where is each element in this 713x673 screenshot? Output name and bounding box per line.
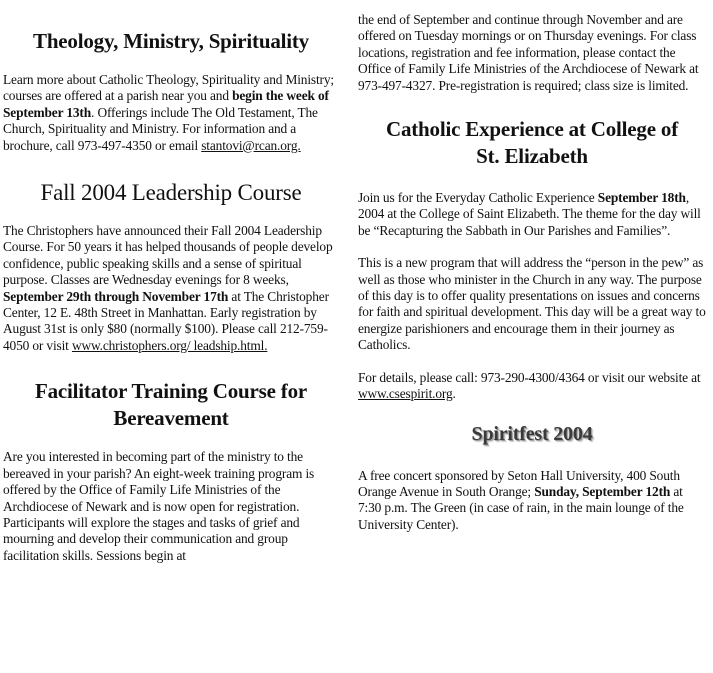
left-column [3,0,339,564]
spiritfest-body [358,468,706,534]
leadership-text-1: The Christophers have announced their Fall 2004 Leadership Course. For 50 years it has helped thousands of people develop confidence, public speaking skills and a sense of spiritual purpose. Classes are Wednesday evenings for 8 weeks, [3,223,333,288]
spiritfest-date: Sunday, September 12th [534,483,671,499]
spiritfest-text-1: A free concert sponsored by Seton Hall University, 400 South Orange Avenue in South Orange; [358,467,680,499]
catholic-experience-date: September 18th [597,190,686,206]
facilitator-heading-line-2: Bereavement [113,406,229,431]
theology-heading: Theology, Ministry, Spirituality [33,29,309,53]
catholic-experience-text-4: . [452,386,456,402]
leadership-dates: September 29th through November 17th [3,288,229,304]
catholic-experience-paragraph-3 [358,370,706,403]
catholic-experience-text-1: Join us for the Everyday Catholic Experience [358,190,598,206]
leadership-link[interactable]: www.christophers.org/ leadship.html. [71,337,268,353]
catholic-experience-paragraph-1 [358,190,706,239]
catholic-experience-heading [358,116,706,170]
spiritfest-text-2: at 7:30 p.m. The Green (in case of rain, in the main lounge of the University Center). [358,483,684,532]
leadership-text-2: at The Christopher Center, 12 E. 48th Street in Manhattan. Early registration by August 31st is only $80 (normally $100). Please call 212-759-4050 or visit [3,288,329,353]
csespirit-link[interactable]: www.csespirit.org [358,386,453,402]
facilitator-heading [3,378,339,432]
catholic-experience-heading-line-1: Catholic Experience at College of [386,117,678,142]
catholic-experience-paragraph-2: This is a new program that will address the “person in the pew” as well as those who minister in the Church in any way. The purpose of this day is to offer quality presentations on issues and concerns for faith and spiritual development. This day will be a great way to energize parishioners and encourage them in their journey as Catholics. [358,255,706,353]
theology-email-link[interactable]: stantovi@rcan.org. [201,137,301,153]
spiritfest-heading: Spiritfest 2004 [471,422,593,445]
facilitator-heading-line-1: Facilitator Training Course for [34,379,308,404]
leadership-heading: Fall 2004 Leadership Course [40,180,302,206]
catholic-experience-text-2: , 2004 at the College of Saint Elizabeth. The theme for the day will be “Recapturing the Sabbath in Our Parishes and Families”. [358,190,701,238]
facilitator-body: Are you interested in becoming part of the ministry to the bereaved in your parish? An eight-week training program is offered by the Office of Family Life Ministries of the Archdiocese of Newark and is now open for registration. Participants will explore the stages and tasks of grief and mourning and develop their communication and group facilitation skills. Sessions begin at [3,449,315,563]
theology-text-1: Learn more about Catholic Theology, Spirituality and Ministry; courses are offered at a parish near you and [3,72,334,104]
right-column [358,0,706,533]
catholic-experience-text-3: For details, please call: 973-290-4300/4364 or visit our website at [358,369,701,385]
theology-body [3,72,339,154]
catholic-experience-heading-line-2: St. Elizabeth [476,144,588,169]
theology-date: begin the week of September 13th [3,88,329,120]
theology-text-2: . Offerings include The Old Testament, The Church, Spirituality and Ministry. For information and a brochure, call 973-497-4350 or email [3,104,318,153]
leadership-body [3,223,339,354]
facilitator-body-continued: the end of September and continue through November and are offered on Tuesday mornings or on Thursday evenings. For class locations, registration and fee information, please contact the Office of Family Life Ministries of the Archdiocese of Newark at 973-497-4327. Pre-registration is required; class size is limited. [358,12,699,93]
